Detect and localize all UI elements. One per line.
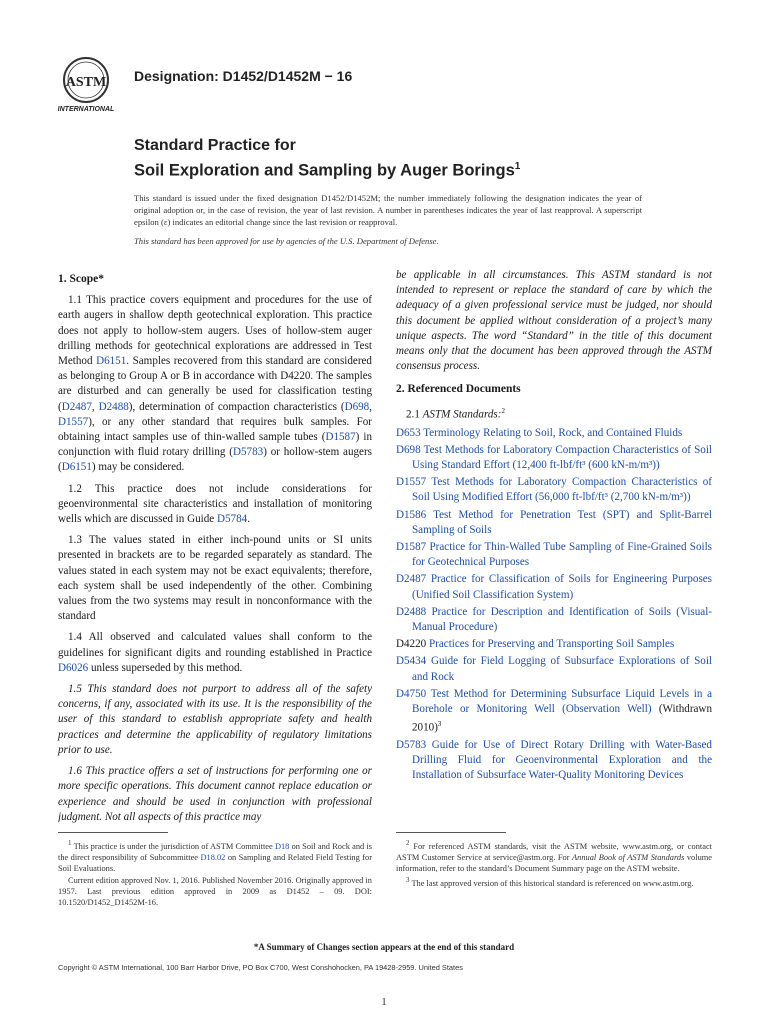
reference-code[interactable]: D2487 — [396, 573, 431, 586]
right-column — [396, 268, 712, 786]
link-d6026[interactable]: D6026 — [58, 661, 89, 674]
reference-code[interactable]: D1587 — [396, 540, 430, 553]
reference-footnote-mark: 3 — [437, 720, 442, 729]
reference-title[interactable]: Practice for Thin-Walled Tube Sampling of Fine-Grained Soils for Geotechnical Purposes — [412, 540, 712, 569]
scope-1-3: 1.3 The values stated in either inch-pound units or SI units presented in brackets are to be regarded separately as standard. The values stated in each system may not be exact equivalents; therefore, each system shall be used independently of the other. Combining values from the two systems may result in nonconformance with the standard — [58, 534, 372, 623]
document-title — [134, 156, 520, 182]
approval-note: This standard has been approved for use by agencies of the U.S. Department of Defense. — [134, 236, 439, 246]
footnote-divider-right — [396, 832, 506, 833]
reference-code[interactable]: D4750 — [396, 687, 431, 700]
link-d6151-2[interactable]: D6151 — [61, 461, 92, 474]
astm-standards-label: 2.1 ASTM Standards:$^2$ — [406, 406, 505, 421]
reference-title[interactable]: Practice for Classification of Soils for Engineering Purposes (Unified Soil Classification System) — [412, 573, 712, 601]
reference-title[interactable]: Practices for Preserving and Transporting Soil Samples — [428, 638, 675, 651]
footnote-3: $^3$ The last approved version of this historical standard is referenced on www.astm.org. — [406, 875, 694, 888]
footnote-1-edition: Current edition approved Nov. 1, 2016. Published November 2016. Originally approved in 1957. Last previous edition approved in 2009 as D1452 – 09. DOI: 10.1520/D1452_D1452M-16. — [58, 875, 372, 908]
reference-code[interactable]: D698 — [396, 443, 424, 456]
reference-code[interactable]: D2488 — [396, 605, 432, 618]
reference-d1586 — [396, 508, 712, 538]
reference-code[interactable]: D5434 — [396, 655, 431, 668]
referenced-list — [396, 426, 712, 784]
reference-code[interactable]: D5783 — [396, 739, 432, 752]
referenced-heading: 2. Referenced Documents — [396, 383, 521, 396]
link-d1587[interactable]: D1587 — [325, 431, 356, 444]
link-d5783[interactable]: D5783 — [232, 446, 264, 459]
reference-d2488 — [396, 605, 712, 635]
reference-d1557 — [396, 475, 712, 505]
copyright: Copyright © ASTM International, 100 Barr Harbor Drive, PO Box C700, West Conshohocken, PA 19428-2959. United States — [58, 963, 463, 972]
reference-title[interactable]: Test Methods for Laboratory Compaction Characteristics of Soil Using Modified Effort (56,000 ft-lbf/ft³ (2,700 kN-m/m³)) — [412, 476, 712, 504]
scope-heading: 1. Scope* — [58, 273, 104, 285]
scope-1-2: 1.2 This practice does not include considerations for geoenvironmental site characteristics and installation of monitoring wells which are discussed in Guide D5784. — [58, 482, 372, 526]
issuance-note: This standard is issued under the fixed designation D1452/D1452M; the number immediately following the designation indicates the year of original adoption or, in the case of revision, the year of last revision. A number in parentheses indicates the year of last reapproval. A superscript epsilon (ε) indicates an editorial change since the last revision or reapproval. — [134, 193, 642, 227]
reference-title[interactable]: Guide for Use of Direct Rotary Drilling with Water-Based Drilling Fluid for Geoenvironmental Exploration and the Installation of Subsurface Water-Quality Monitoring Devices — [412, 739, 712, 782]
link-d18-02[interactable]: D18.02 — [200, 853, 226, 863]
link-d18[interactable]: D18 — [274, 841, 290, 851]
link-d6151[interactable]: D6151 — [96, 355, 127, 368]
logo-text: ASTM — [65, 75, 107, 90]
reference-title[interactable]: Terminology Relating to Soil, Rock, and Contained Fluids — [423, 426, 683, 439]
link-d5784[interactable]: D5784 — [216, 513, 248, 526]
footnotes-right — [396, 838, 712, 889]
reference-d1587 — [396, 540, 712, 570]
scope-1-1: 1.1 This practice covers equipment and procedures for the use of earth augers in shallow depth geotechnical exploration. This practice does not apply to hollow-stem augers. Uses of hollow-stem auger drilling methods for geotechnical explorations are addressed in Test Method D6151. Samples recovered from this standard are considered as belonging to Group A or B in accordance with D4220. The samples are disturbed and can generally be used for classification testing (D2487, D2488), determination of compaction characteristics (D698, D1557), or any other standard that requires bulk samples. For obtaining intact samples use of thin-walled sample tubes (D1587) in conjunction with fluid rotary drilling (D5783) or hollow-stem augers (D6151) may be considered. — [58, 294, 373, 474]
link-d1557[interactable]: D1557 — [58, 415, 89, 428]
title-block — [134, 136, 520, 182]
reference-d4750 — [396, 687, 712, 736]
reference-code[interactable]: D653 — [396, 426, 424, 439]
link-d2487[interactable]: D2487 — [61, 400, 92, 413]
title-text: Soil Exploration and Sampling by Auger Borings — [134, 161, 515, 180]
footnote-1: $^1$ This practice is under the jurisdiction of ASTM Committee D18 on Soil and Rock and is the direct responsibility of Subcommittee D18.02 on Sampling and Related Field Testing for Soil Evaluations. — [58, 839, 372, 874]
designation: Designation: D1452/D1452M − 16 — [134, 68, 353, 84]
reference-d5783 — [396, 738, 712, 784]
reference-d698 — [396, 443, 712, 473]
left-column — [58, 268, 372, 831]
title-footnote-mark: 1 — [514, 161, 521, 172]
title-line1: Standard Practice for — [134, 137, 296, 154]
reference-title[interactable]: Test Method for Penetration Test (SPT) and Split-Barrel Sampling of Soils — [412, 508, 712, 536]
reference-d4220 — [396, 637, 712, 652]
logo-subtext: INTERNATIONAL — [58, 106, 115, 113]
astm-logo — [58, 54, 122, 114]
reference-d5434 — [396, 654, 712, 684]
reference-d2487 — [396, 572, 712, 602]
reference-title[interactable]: Test Methods for Laboratory Compaction Characteristics of Soil Using Standard Effort (12,400 ft-lbf/ft³ (600 kN-m/m³)) — [412, 443, 712, 471]
link-d2488[interactable]: D2488 — [98, 400, 129, 413]
footnote-2: $^2$ For referenced ASTM standards, visit the ASTM website, www.astm.org, or contact ASTM Customer Service at service@astm.org. For Annual Book of ASTM Standards volume information, refer to the standard’s Document Summary page on the ASTM website. — [396, 839, 712, 874]
reference-code[interactable]: D1557 — [396, 476, 432, 489]
reference-title[interactable]: Guide for Field Logging of Subsurface Explorations of Soil and Rock — [412, 655, 712, 683]
footnotes-left — [58, 838, 372, 909]
page-number: 1 — [381, 996, 387, 1008]
scope-1-5: 1.5 This standard does not purport to address all of the safety concerns, if any, associated with its use. It is the responsibility of the user of this standard to establish appropriate safety and health practices and determine the applicability of regulatory limitations prior to use. — [58, 683, 372, 756]
scope-1-6-continued: be applicable in all circumstances. This ASTM standard is not intended to represent or replace the standard of care by which the adequacy of a given professional service must be judged, nor should this document be applied without consideration of a project’s many unique aspects. The word “Standard” in the title of this document means only that the document has been approved through the ASTM consensus process. — [396, 269, 712, 373]
scope-1-4: 1.4 All observed and calculated values shall conform to the guidelines for significant digits and rounding established in Practice D6026 unless superseded by this method. — [58, 631, 372, 674]
reference-title[interactable]: Test Method for Determining Subsurface Liquid Levels in a Borehole or Monitoring Well (Observation Well) — [412, 687, 712, 715]
reference-code: D4220 — [396, 638, 429, 651]
scope-1-6: 1.6 This practice offers a set of instructions for performing one or more specific operations. This document cannot replace education or experience and should be used in conjunction with professional judgment. Not all aspects of this practice may — [58, 765, 372, 823]
reference-title[interactable]: Practice for Description and Identification of Soils (Visual-Manual Procedure) — [412, 605, 712, 633]
link-d698[interactable]: D698 — [344, 400, 370, 413]
reference-withdrawn: (Withdrawn 2010) — [412, 702, 712, 734]
footnote-divider-left — [58, 832, 168, 833]
reference-d653 — [396, 426, 712, 441]
summary-note: *A Summary of Changes section appears at the end of this standard — [253, 942, 515, 952]
reference-code[interactable]: D1586 — [396, 508, 434, 521]
